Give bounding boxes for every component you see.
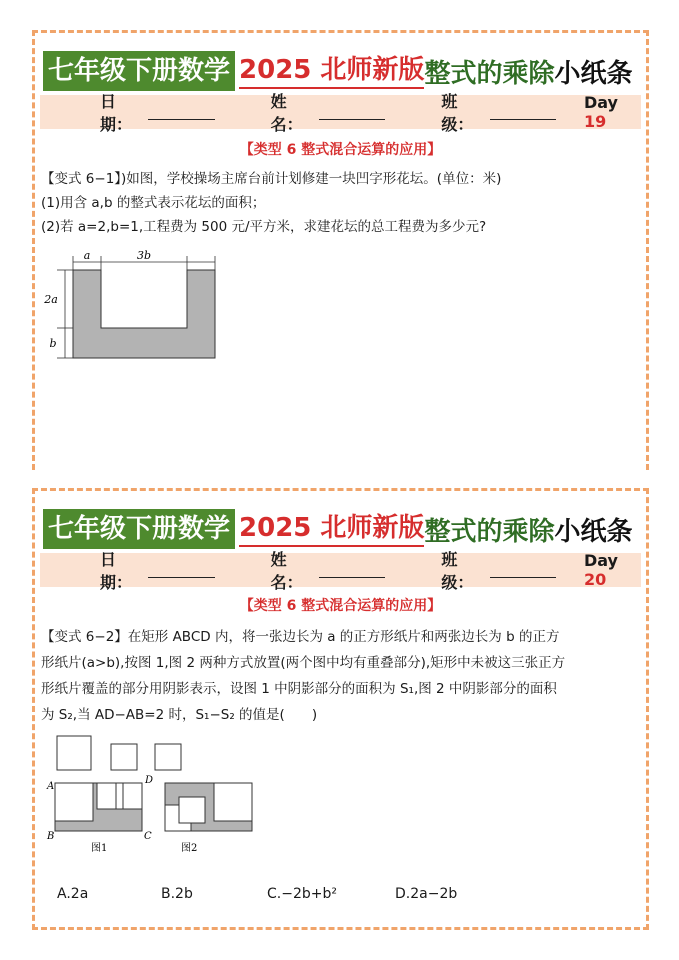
- title-grade: 七年级下册数学: [43, 51, 235, 91]
- fig1-caption: 图1: [91, 843, 108, 854]
- vertex-D: D: [145, 775, 154, 786]
- choice-d[interactable]: D.2a−2b: [395, 886, 458, 902]
- day-number: 20: [583, 570, 607, 589]
- name-label: 姓名：: [270, 92, 303, 134]
- title-topic: 整式的乘除: [424, 516, 555, 547]
- section-heading: 【类型 6 整式混合运算的应用】: [239, 598, 442, 614]
- dim-3b: 3b: [136, 249, 152, 262]
- day-label: Day: [583, 551, 618, 570]
- choice-c[interactable]: C.−2b+b²: [267, 886, 337, 902]
- fig2-caption: 图2: [181, 843, 198, 854]
- name-blank[interactable]: [319, 563, 385, 578]
- problem-line: 形纸片覆盖的部分用阴影表示，设图 1 中阴影部分的面积为 S₁,图 2 中阴影部分的面积: [41, 681, 557, 697]
- problem-line: 为 S₂,当 AD−AB=2 时，S₁−S₂ 的值是( ): [41, 707, 318, 723]
- problem-line: (2)若 a=2,b=1,工程费为 500 元/平方米，求建花坛的总工程费为多少元?: [41, 219, 487, 235]
- dim-b: b: [49, 337, 57, 350]
- square-b: [111, 744, 137, 770]
- card-title: [43, 51, 632, 91]
- square-b: [155, 744, 181, 770]
- day-badge: [584, 551, 641, 589]
- info-bar: [40, 550, 641, 592]
- answer-choices: [57, 886, 457, 902]
- vertex-C: C: [144, 831, 152, 842]
- name-blank[interactable]: [319, 105, 385, 120]
- squares-figure: [41, 731, 261, 856]
- square-a: [57, 736, 91, 770]
- problem-text: [41, 624, 640, 728]
- problem-line: 形纸片(a>b),按图 1,图 2 两种方式放置(两个图中均有重叠部分),矩形中未被这三张正方: [41, 655, 566, 671]
- u-shape: [73, 270, 215, 358]
- vertex-B: B: [47, 831, 55, 842]
- dim-2a: 2a: [44, 293, 58, 306]
- dim-a: a: [83, 249, 91, 262]
- problem-line: (1)用含 a,b 的整式表示花坛的面积；: [41, 195, 266, 211]
- title-suffix: 小纸条: [554, 58, 633, 89]
- class-label: 班级：: [441, 92, 474, 134]
- class-label: 班级：: [441, 550, 474, 592]
- section-heading: 【类型 6 整式混合运算的应用】: [239, 142, 442, 158]
- note-card-day19: [32, 30, 649, 470]
- title-topic: 整式的乘除: [424, 58, 555, 89]
- flowerbed-figure: [37, 248, 227, 378]
- day-badge: [584, 93, 641, 131]
- title-edition: 2025 北师新版: [239, 53, 424, 89]
- problem-line: 【变式 6−2】在矩形 ABCD 内，将一张边长为 a 的正方形纸片和两张边长为 b 的正方: [41, 629, 560, 645]
- day-number: 19: [583, 112, 607, 131]
- choice-b[interactable]: B.2b: [161, 886, 193, 902]
- choice-a[interactable]: A.2a: [57, 886, 89, 902]
- day-label: Day: [583, 93, 618, 112]
- problem-line: 【变式 6−1】)如图，学校操场主席台前计划修建一块凹字形花坛。(单位：米): [41, 171, 502, 187]
- note-card-day20: [32, 488, 649, 930]
- title-edition: 2025 北师新版: [239, 511, 424, 547]
- info-bar: [40, 92, 641, 134]
- date-blank[interactable]: [148, 105, 214, 120]
- vertex-A: A: [47, 781, 55, 792]
- date-label: 日期：: [100, 92, 133, 134]
- class-blank[interactable]: [490, 563, 556, 578]
- name-label: 姓名：: [270, 550, 303, 592]
- title-suffix: 小纸条: [554, 516, 633, 547]
- date-label: 日期：: [100, 550, 133, 592]
- date-blank[interactable]: [148, 563, 214, 578]
- card-title: [43, 509, 632, 549]
- class-blank[interactable]: [490, 105, 556, 120]
- problem-text: [41, 167, 640, 239]
- title-grade: 七年级下册数学: [43, 509, 235, 549]
